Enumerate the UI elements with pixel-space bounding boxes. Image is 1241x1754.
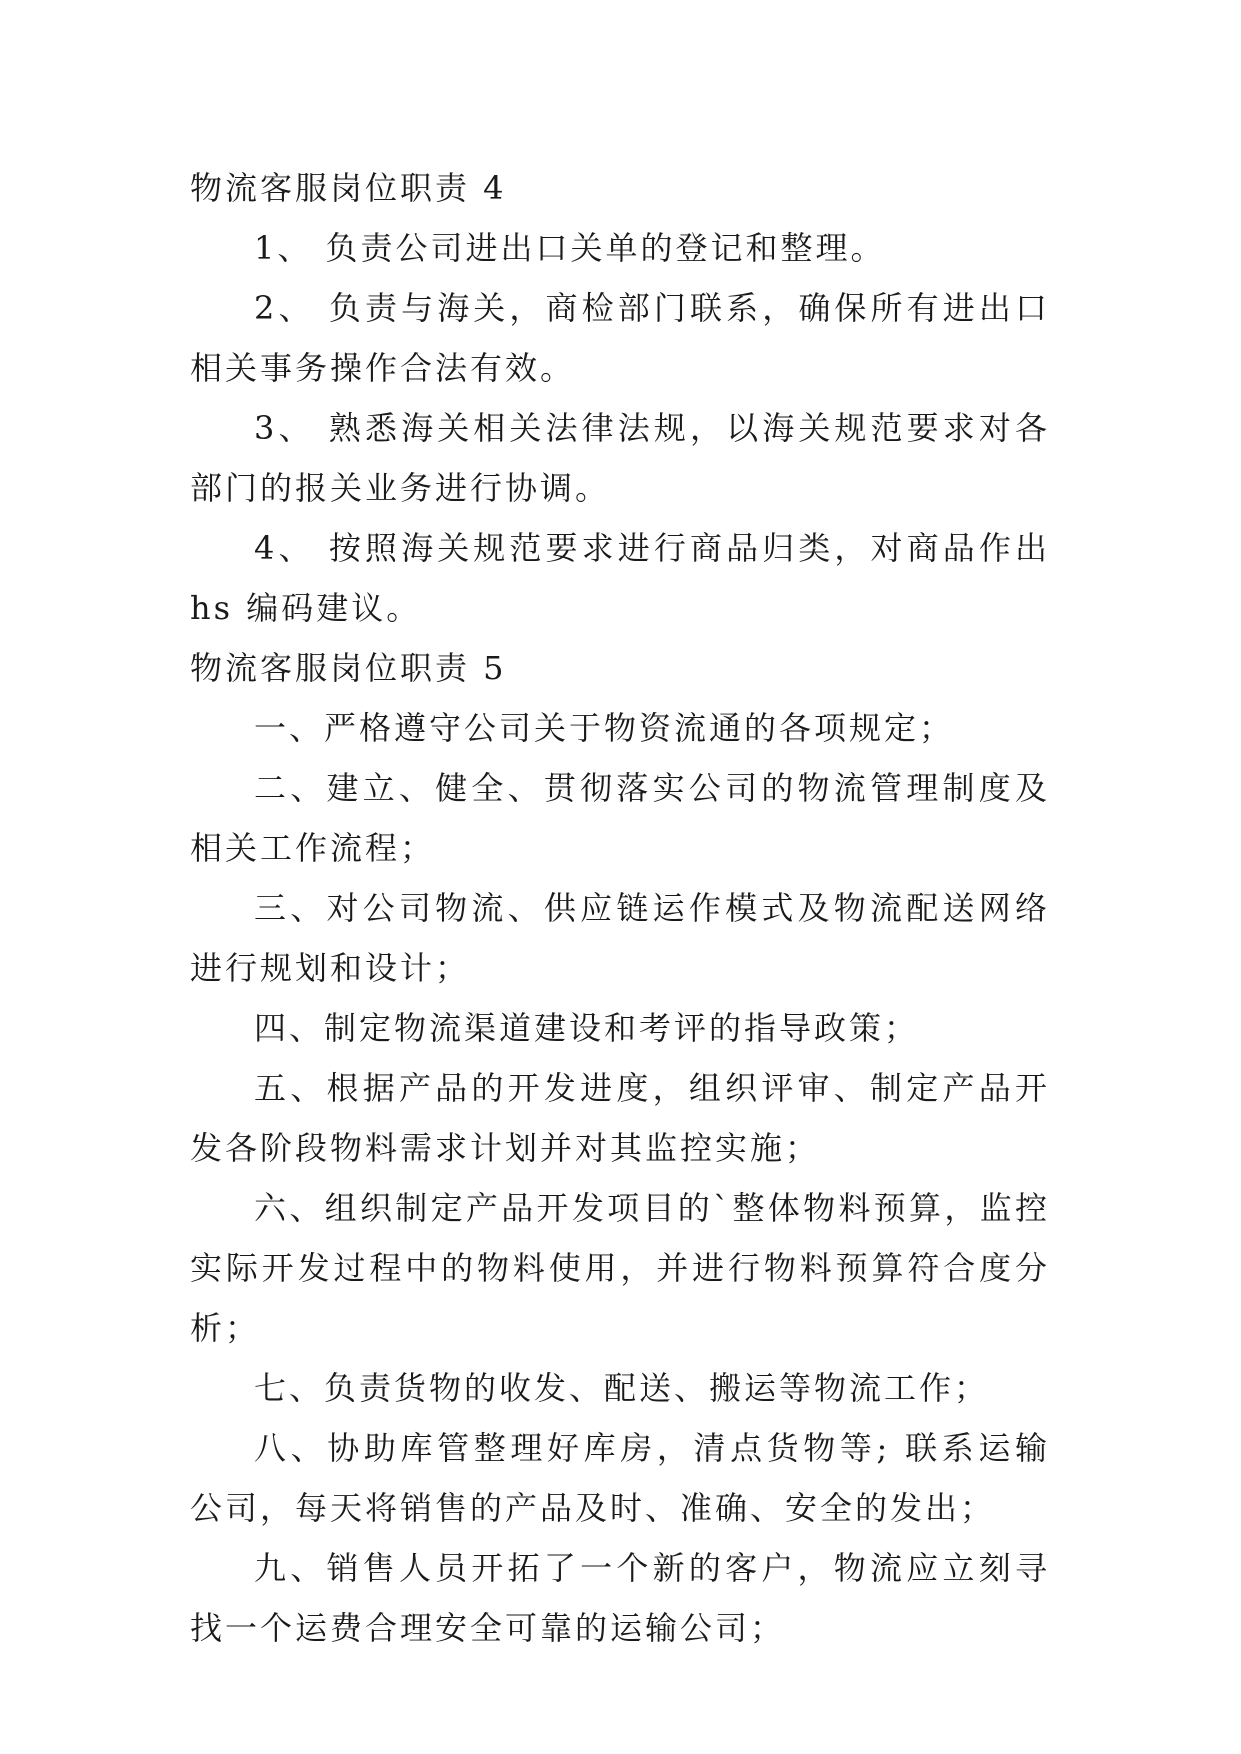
list-item: 二、建立、健全、贯彻落实公司的物流管理制度及相关工作流程； (190, 769, 1050, 867)
list-item: 五、根据产品的开发进度，组织评审、制定产品开发各阶段物料需求计划并对其监控实施； (190, 1069, 1050, 1167)
list-item: 一、严格遵守公司关于物资流通的各项规定； (254, 709, 955, 747)
list-item: 八、协助库管整理好库房，清点货物等; 联系运输公司，每天将销售的产品及时、准确、安全的发出； (190, 1429, 1050, 1527)
list-item: 3、 熟悉海关相关法律法规，以海关规范要求对各部门的报关业务进行协调。 (190, 409, 1050, 507)
list-item: 1、 负责公司进出口关单的登记和整理。 (254, 229, 886, 267)
list-item: 2、 负责与海关，商检部门联系，确保所有进出口相关事务操作合法有效。 (190, 289, 1050, 387)
section-heading-4: 物流客服岗位职责 4 (190, 169, 507, 207)
list-item: 六、组织制定产品开发项目的`整体物料预算，监控实际开发过程中的物料使用，并进行物料预算符合度分析； (190, 1189, 1050, 1347)
document-body (190, 158, 1050, 1658)
list-item: 4、 按照海关规范要求进行商品归类，对商品作出 hs 编码建议。 (190, 529, 1050, 627)
list-item: 三、对公司物流、供应链运作模式及物流配送网络进行规划和设计； (190, 889, 1050, 987)
list-item: 九、销售人员开拓了一个新的客户，物流应立刻寻找一个运费合理安全可靠的运输公司； (190, 1549, 1050, 1647)
list-item: 七、负责货物的收发、配送、搬运等物流工作； (254, 1369, 990, 1407)
list-item: 四、制定物流渠道建设和考评的指导政策； (254, 1009, 920, 1047)
section-heading-5: 物流客服岗位职责 5 (190, 649, 507, 687)
